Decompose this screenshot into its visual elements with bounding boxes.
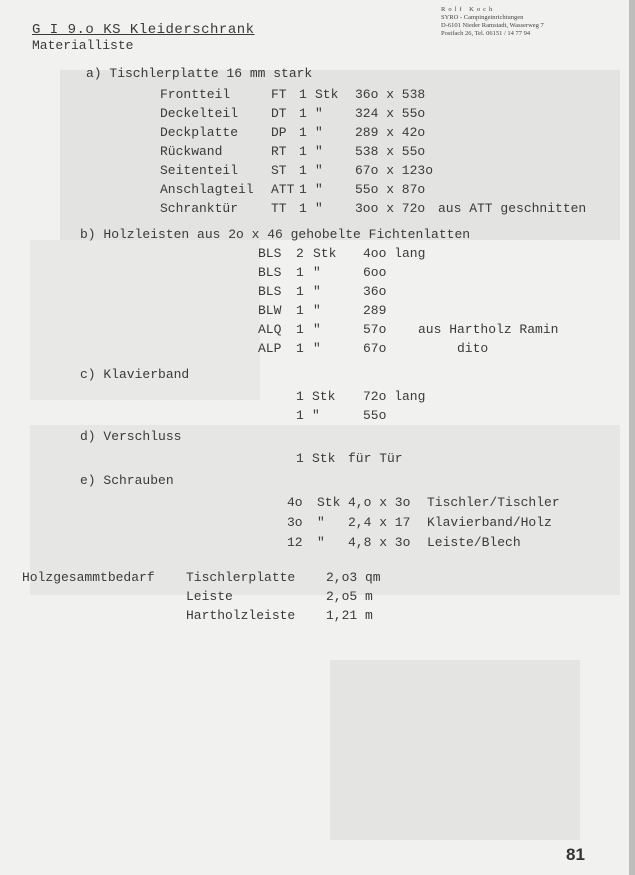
section-b-row-dim: 289	[363, 303, 387, 318]
section-b-row-unit: "	[313, 284, 321, 299]
document-subtitle: Materialliste	[32, 38, 134, 53]
total-row-item: Hartholzleiste	[186, 608, 296, 623]
section-a-row-code: DP	[271, 125, 287, 140]
section-a-row-dim: 3oo x 72o	[355, 201, 426, 216]
section-e-row-qty: 3o	[287, 515, 303, 530]
section-d-row-qty: 1	[296, 451, 304, 466]
section-d-row-dim: für Tür	[348, 451, 403, 466]
total-row-value: 2,o5 m	[326, 589, 373, 604]
section-a-row-dim: 36o x 538	[355, 87, 426, 102]
section-a-row-unit: "	[315, 144, 323, 159]
section-a-heading: a) Tischlerplatte 16 mm stark	[86, 66, 313, 81]
section-b-row-code: ALP	[258, 341, 282, 356]
section-a-row-name: Frontteil	[160, 87, 231, 102]
section-e-row-unit: "	[317, 535, 325, 550]
section-c-row-dim: 72o lang	[363, 389, 426, 404]
section-b-row-unit: Stk	[313, 246, 337, 261]
section-b-row-dim: 4oo lang	[363, 246, 426, 261]
section-a-row-dim: 538 x 55o	[355, 144, 426, 159]
section-c-row-qty: 1	[296, 389, 304, 404]
section-a-row-name: Seitenteil	[160, 163, 239, 178]
section-b-row-qty: 1	[296, 322, 304, 337]
section-c-row-dim: 55o	[363, 408, 387, 423]
section-a-row-dim: 67o x 123o	[355, 163, 434, 178]
section-e-row-unit: "	[317, 515, 325, 530]
address-line: SYRO - Campingeinrichtungen	[441, 14, 524, 21]
section-e-row-unit: Stk	[317, 495, 341, 510]
section-a-row-qty: 1	[299, 144, 307, 159]
section-b-row-unit: "	[313, 322, 321, 337]
section-b-row-note: aus Hartholz Ramin	[418, 322, 559, 337]
total-row-value: 1,21 m	[326, 608, 373, 623]
section-c-row-qty: 1	[296, 408, 304, 423]
section-a-row-unit: "	[315, 201, 323, 216]
address-line: D-6101 Nieder Ramstadt, Wasserweg 7	[441, 22, 544, 29]
section-a-row-name: Deckplatte	[160, 125, 239, 140]
section-b-row-unit: "	[313, 341, 321, 356]
document-title: G I 9.o KS Kleiderschrank	[32, 22, 255, 38]
section-a-row-qty: 1	[299, 87, 307, 102]
section-e-row-dim: 4,o x 3o	[348, 495, 411, 510]
section-b-row-unit: "	[313, 265, 321, 280]
section-a-row-note: aus ATT geschnitten	[438, 201, 587, 216]
section-a-row-code: RT	[271, 144, 287, 159]
section-a-row-name: Schranktür	[160, 201, 239, 216]
section-b-row-code: BLW	[258, 303, 282, 318]
section-a-row-dim: 324 x 55o	[355, 106, 426, 121]
section-a-row-dim: 55o x 87o	[355, 182, 426, 197]
section-a-row-qty: 1	[299, 125, 307, 140]
section-b-row-code: BLS	[258, 246, 282, 261]
section-c-row-unit: Stk	[312, 389, 336, 404]
section-d-row-unit: Stk	[312, 451, 336, 466]
section-b-row-qty: 1	[296, 303, 304, 318]
section-a-row-qty: 1	[299, 163, 307, 178]
section-a-row-code: ST	[271, 163, 287, 178]
section-a-row-unit: "	[315, 106, 323, 121]
section-c-row-unit: "	[312, 408, 320, 423]
section-e-row-dim: 2,4 x 17	[348, 515, 411, 530]
section-b-row-dim: 67o	[363, 341, 387, 356]
section-b-row-unit: "	[313, 303, 321, 318]
section-a-row-unit: Stk	[315, 87, 339, 102]
section-a-row-name: Rückwand	[160, 144, 223, 159]
total-label: Holzgesammtbedarf	[22, 570, 155, 585]
section-b-row-qty: 2	[296, 246, 304, 261]
section-a-row-code: FT	[271, 87, 287, 102]
section-b-row-dim: 36o	[363, 284, 387, 299]
section-b-row-code: BLS	[258, 265, 282, 280]
address-line: Postfach 26, Tel. 06151 / 14 77 94	[441, 30, 531, 37]
section-b-heading: b) Holzleisten aus 2o x 46 gehobelte Fichtenlatten	[80, 227, 471, 242]
section-a-row-name: Deckelteil	[160, 106, 239, 121]
page-number: 81	[566, 845, 585, 864]
section-a-row-qty: 1	[299, 106, 307, 121]
section-e-row-qty: 4o	[287, 495, 303, 510]
section-b-row-code: ALQ	[258, 322, 282, 337]
section-e-heading: e) Schrauben	[80, 473, 174, 488]
section-b-row-dim: 57o	[363, 322, 387, 337]
section-b-row-note: dito	[418, 341, 489, 356]
section-a-row-qty: 1	[299, 182, 307, 197]
total-row-value: 2,o3 qm	[326, 570, 381, 585]
section-a-row-code: DT	[271, 106, 287, 121]
total-row-item: Tischlerplatte	[186, 570, 296, 585]
section-a-row-unit: "	[315, 125, 323, 140]
section-a-row-dim: 289 x 42o	[355, 125, 426, 140]
section-a-row-code: TT	[271, 201, 287, 216]
section-e-row-qty: 12	[287, 535, 303, 550]
section-b-row-qty: 1	[296, 341, 304, 356]
total-row-item: Leiste	[186, 589, 233, 604]
section-a-row-unit: "	[315, 182, 323, 197]
section-e-row-note: Tischler/Tischler	[427, 495, 560, 510]
section-d-heading: d) Verschluss	[80, 429, 182, 444]
section-a-row-qty: 1	[299, 201, 307, 216]
section-c-heading: c) Klavierband	[80, 367, 190, 382]
letterhead-address	[441, 6, 544, 38]
section-b-row-qty: 1	[296, 265, 304, 280]
section-b-row-qty: 1	[296, 284, 304, 299]
section-e-row-note: Leiste/Blech	[427, 535, 521, 550]
section-b-row-code: BLS	[258, 284, 282, 299]
page-edge	[629, 0, 635, 875]
address-line: Rolf Koch	[441, 6, 496, 13]
section-a-row-code: ATT	[271, 182, 295, 197]
section-b-row-dim: 6oo	[363, 265, 387, 280]
section-a-row-unit: "	[315, 163, 323, 178]
section-e-row-note: Klavierband/Holz	[427, 515, 552, 530]
section-e-row-dim: 4,8 x 3o	[348, 535, 411, 550]
section-a-row-name: Anschlagteil	[160, 182, 254, 197]
